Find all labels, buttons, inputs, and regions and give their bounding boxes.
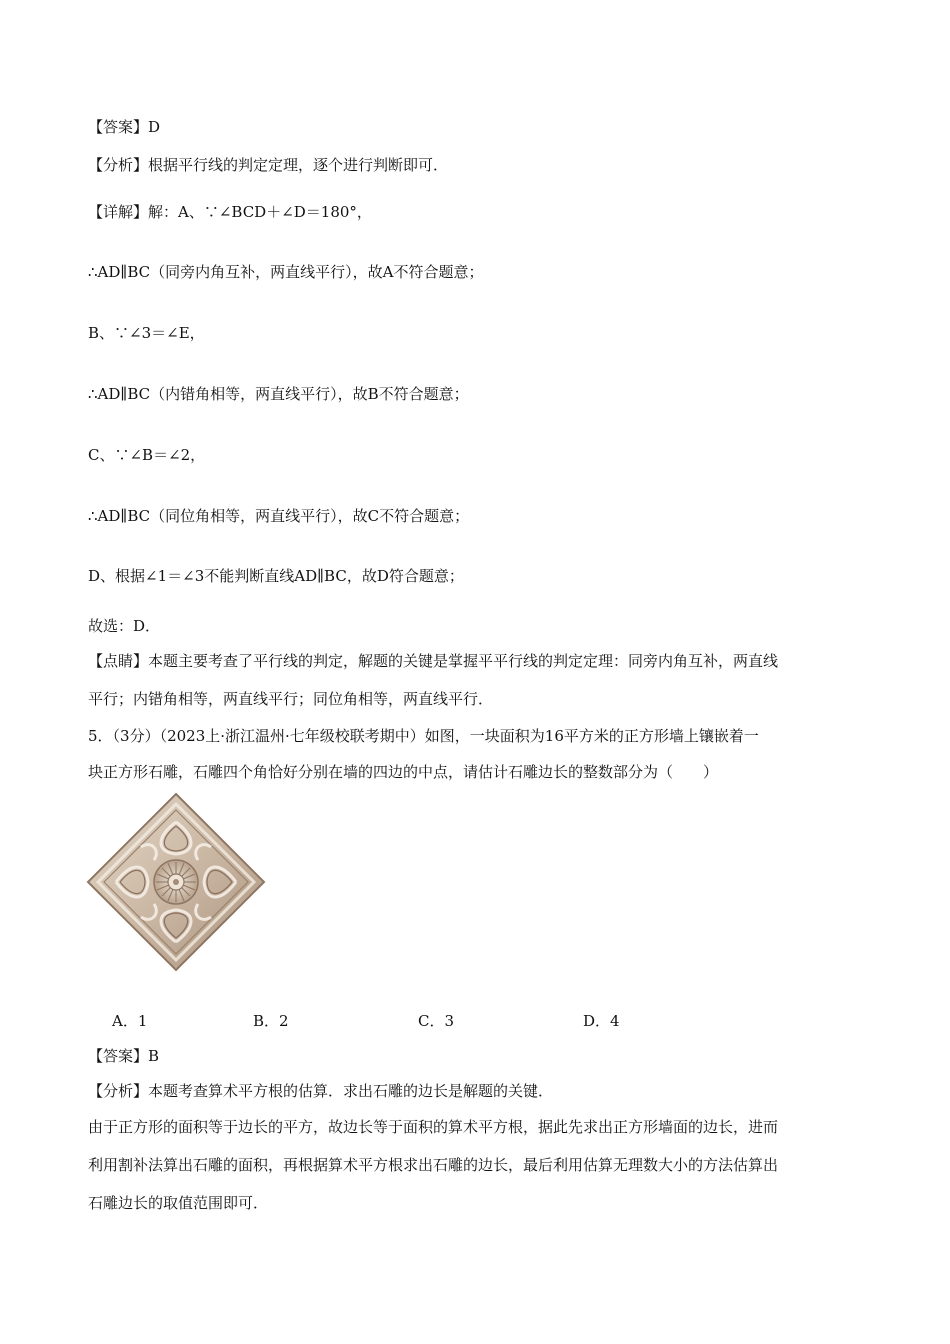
q4-analysis: 【分析】根据平行线的判定定理，逐个进行判断即可． [88,156,449,174]
q5-option-c: C．3 [418,1012,455,1030]
q5-paragraph-line-2: 利用割补法算出石雕的面积，再根据算术平方根求出石雕的边长，最后利用估算无理数大小的方法估算出 [88,1156,779,1174]
stone-carving-image [86,792,266,972]
q4-detail-a: 【详解】解：A、∵∠BCD＋∠D＝180°， [88,203,372,221]
q4-comment-line-2: 平行；内错角相等，两直线平行；同位角相等，两直线平行． [88,690,494,708]
q5-option-b: B．2 [253,1012,289,1030]
q4-choice: 故选：D． [88,617,161,635]
q4-b-conclusion: ∴AD∥BC（内错角相等，两直线平行），故B不符合题意； [88,385,469,403]
q4-c-conclusion: ∴AD∥BC（同位角相等，两直线平行），故C不符合题意； [88,507,470,525]
q5-analysis: 【分析】本题考查算术平方根的估算．求出石雕的边长是解题的关键． [88,1082,554,1100]
q5-paragraph-line-3: 石雕边长的取值范围即可． [88,1194,269,1212]
q4-a-conclusion: ∴AD∥BC（同旁内角互补，两直线平行），故A不符合题意； [88,263,484,281]
q5-stem-line-2: 块正方形石雕，石雕四个角恰好分别在墙的四边的中点，请估计石雕边长的整数部分为（ ） [88,763,719,781]
q5-paragraph-line-1: 由于正方形的面积等于边长的平方，故边长等于面积的算术平方根，据此先求出正方形墙面的边长，进而 [88,1118,779,1136]
q4-d-text: D、根据∠1＝∠3不能判断直线AD∥BC，故D符合题意； [88,567,464,585]
q4-b-condition: B、∵∠3＝∠E， [88,324,205,342]
q5-option-a: A．1 [112,1012,148,1030]
q4-answer: 【答案】D [88,118,161,136]
q5-stem-line-1: 5．（3分）（2023上·浙江温州·七年级校联考期中）如图，一块面积为16平方米的正方形墙上镶嵌着一 [88,727,759,745]
q4-c-condition: C、∵∠B＝∠2， [88,446,206,464]
q4-comment-line-1: 【点睛】本题主要考查了平行线的判定，解题的关键是掌握平平行线的判定定理：同旁内角互补，两直线 [88,652,779,670]
q5-option-d: D．4 [583,1012,620,1030]
q5-answer: 【答案】B [88,1047,160,1065]
